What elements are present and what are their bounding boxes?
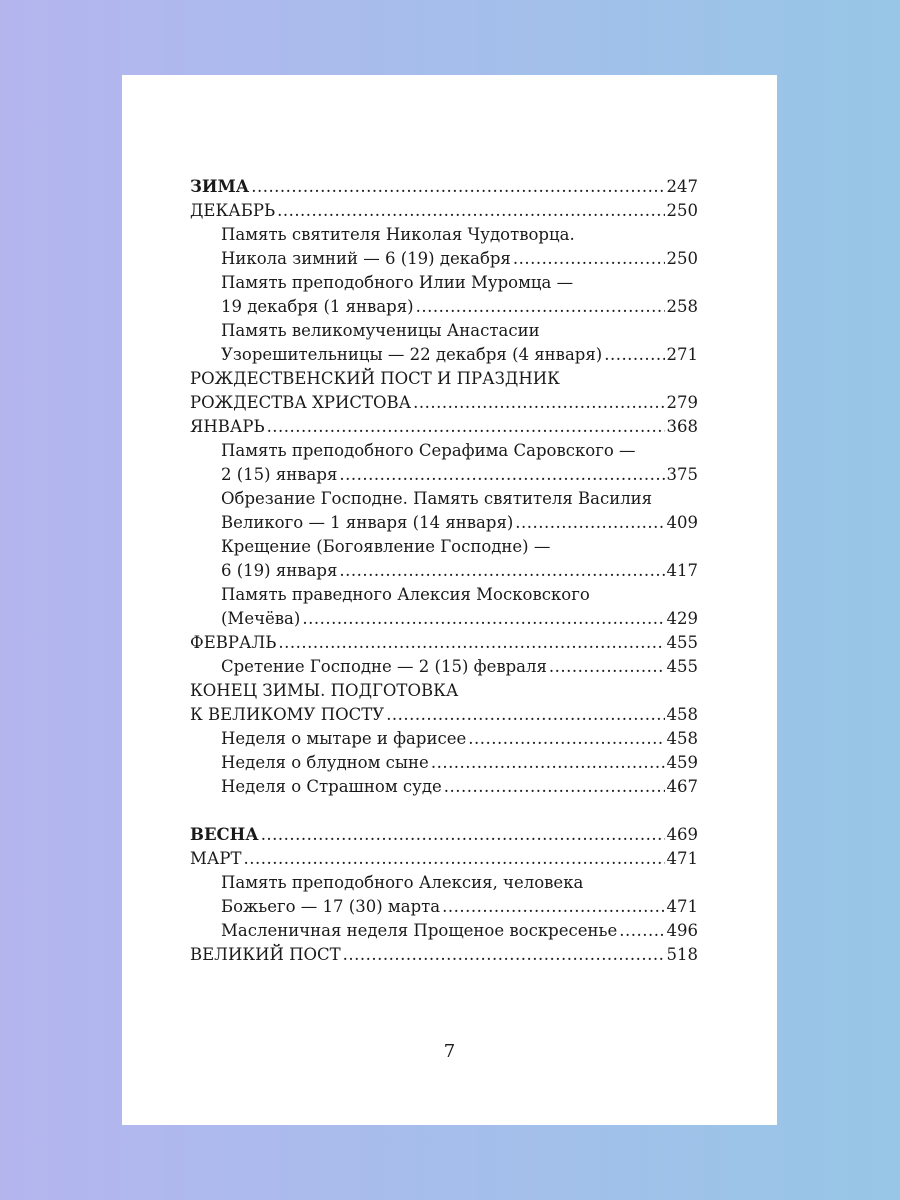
dot-leader (244, 847, 665, 871)
toc-entry (190, 943, 698, 967)
toc-entry (190, 559, 698, 583)
toc-entry-title: Неделя о мытаре и фарисее (221, 729, 467, 748)
toc-entry-title: Великого — 1 января (14 января) (221, 513, 514, 532)
toc-entry-page: 459 (666, 753, 698, 772)
toc-entry (190, 871, 698, 895)
toc-entry-title: Масленичная неделя Прощеное воскресенье (221, 921, 618, 940)
toc-entry-title: Неделя о Страшном суде (221, 777, 442, 796)
toc-entry (190, 751, 698, 775)
table-of-contents (190, 175, 698, 967)
toc-entry-title: Память преподобного Алексия, человека (221, 873, 584, 892)
toc-entry (190, 775, 698, 799)
toc-entry-title: Крещение (Богоявление Господне) — (221, 537, 551, 556)
toc-entry-title: 19 декабря (1 января) (221, 297, 414, 316)
toc-entry-title: Память святителя Николая Чудотворца. (221, 225, 575, 244)
toc-entry (190, 223, 698, 247)
dot-leader (339, 463, 664, 487)
toc-entry (190, 391, 698, 415)
dot-leader (444, 775, 665, 799)
toc-entry-page: 471 (666, 897, 698, 916)
dot-leader (513, 247, 665, 271)
dot-leader (515, 511, 664, 535)
toc-entry-title: Обрезание Господне. Память святителя Василия (221, 489, 653, 508)
toc-entry-title: Узорешительницы — 22 декабря (4 января) (221, 345, 603, 364)
dot-leader (619, 919, 664, 943)
toc-entry-page: 375 (666, 465, 698, 484)
toc-entry-title: Сретение Господне — 2 (15) февраля (221, 657, 547, 676)
dot-leader (278, 631, 664, 655)
section-gap (190, 799, 698, 823)
toc-entry-title: ФЕВРАЛЬ (190, 633, 277, 652)
toc-entry-page: 496 (666, 921, 698, 940)
toc-entry-page: 467 (666, 777, 698, 796)
dot-leader (549, 655, 665, 679)
toc-entry (190, 295, 698, 319)
toc-entry-title: 2 (15) января (221, 465, 338, 484)
dot-leader (416, 295, 665, 319)
dot-leader (261, 823, 665, 847)
dot-leader (267, 415, 665, 439)
toc-entry (190, 607, 698, 631)
toc-entry (190, 175, 698, 199)
toc-entry-title: Память преподобного Илии Муромца — (221, 273, 574, 292)
toc-entry (190, 319, 698, 343)
toc-entry (190, 847, 698, 871)
toc-entry (190, 439, 698, 463)
toc-entry (190, 919, 698, 943)
toc-entry-page: 417 (666, 561, 698, 580)
toc-entry-title: ДЕКАБРЬ (190, 201, 276, 220)
toc-entry-title: (Мечёва) (221, 609, 301, 628)
toc-entry-page: 471 (666, 849, 698, 868)
toc-entry-title: Память праведного Алексия Московского (221, 585, 590, 604)
toc-entry-title: Божьего — 17 (30) марта (221, 897, 441, 916)
toc-entry-page: 458 (666, 729, 698, 748)
toc-entry-page: 409 (666, 513, 698, 532)
toc-entry-page: 455 (666, 657, 698, 676)
toc-entry (190, 583, 698, 607)
dot-leader (339, 559, 664, 583)
toc-entry (190, 823, 698, 847)
toc-entry-page: 469 (666, 825, 698, 844)
toc-entry-page: 271 (666, 345, 698, 364)
toc-entry-title: К ВЕЛИКОМУ ПОСТУ (190, 705, 385, 724)
toc-entry (190, 463, 698, 487)
dot-leader (251, 175, 664, 199)
toc-entry-page: 518 (666, 945, 698, 964)
toc-entry (190, 343, 698, 367)
toc-entry (190, 535, 698, 559)
toc-entry-title: Память преподобного Серафима Саровского — (221, 441, 636, 460)
toc-entry-page: 279 (666, 393, 698, 412)
toc-entry-title: ВЕЛИКИЙ ПОСТ (190, 945, 341, 964)
toc-entry-title: КОНЕЦ ЗИМЫ. ПОДГОТОВКА (190, 681, 459, 700)
toc-entry-page: 247 (666, 177, 698, 196)
toc-entry-title: 6 (19) января (221, 561, 338, 580)
toc-entry (190, 631, 698, 655)
toc-entry-page: 458 (666, 705, 698, 724)
toc-entry (190, 199, 698, 223)
dot-leader (302, 607, 664, 631)
toc-entry-title: РОЖДЕСТВА ХРИСТОВА (190, 393, 412, 412)
book-page (122, 75, 777, 1125)
toc-entry (190, 703, 698, 727)
dot-leader (431, 751, 665, 775)
toc-entry (190, 487, 698, 511)
toc-entry (190, 415, 698, 439)
toc-entry (190, 895, 698, 919)
dot-leader (277, 199, 664, 223)
toc-entry (190, 655, 698, 679)
toc-entry-title: ЗИМА (190, 177, 250, 196)
toc-entry (190, 247, 698, 271)
toc-entry-page: 429 (666, 609, 698, 628)
toc-entry-page: 455 (666, 633, 698, 652)
toc-entry-page: 250 (666, 249, 698, 268)
toc-entry (190, 679, 698, 703)
toc-entry-page: 258 (666, 297, 698, 316)
toc-entry-title: РОЖДЕСТВЕНСКИЙ ПОСТ И ПРАЗДНИК (190, 369, 560, 388)
toc-entry (190, 367, 698, 391)
toc-entry-title: МАРТ (190, 849, 242, 868)
dot-leader (604, 343, 664, 367)
dot-leader (343, 943, 665, 967)
dot-leader (468, 727, 664, 751)
dot-leader (413, 391, 664, 415)
toc-entry-title: ЯНВАРЬ (190, 417, 265, 436)
toc-entry-title: Неделя о блудном сыне (221, 753, 429, 772)
page-number: 7 (443, 1041, 456, 1062)
toc-entry (190, 271, 698, 295)
toc-entry (190, 511, 698, 535)
toc-entry (190, 727, 698, 751)
dot-leader (386, 703, 664, 727)
toc-entry-page: 250 (666, 201, 698, 220)
toc-entry-title: ВЕСНА (190, 825, 259, 844)
toc-entry-title: Никола зимний — 6 (19) декабря (221, 249, 511, 268)
dot-leader (442, 895, 664, 919)
toc-entry-title: Память великомученицы Анастасии (221, 321, 540, 340)
toc-entry-page: 368 (666, 417, 698, 436)
